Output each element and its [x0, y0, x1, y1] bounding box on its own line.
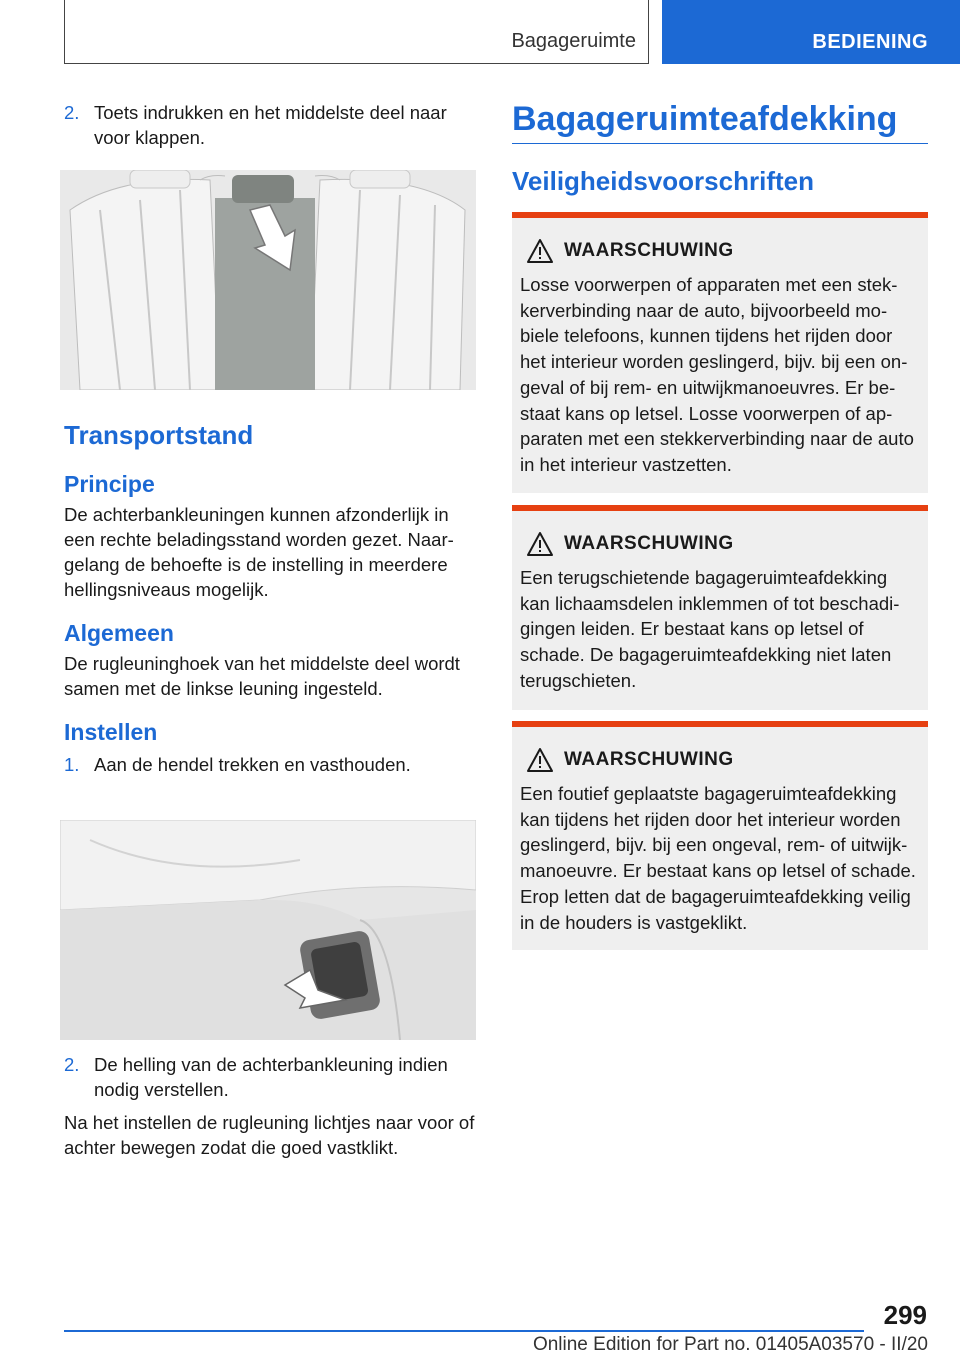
transport-section: [64, 420, 476, 777]
instellen-heading: Instellen: [64, 719, 158, 745]
warning-text: Een terugschietende bagageruimteafdekking kan lichaamsdelen inklemmen of tot beschadigingen leiden. Er bestaat kans op letsel of schade. De bagageruimteafdekking niet laten terugschieten.: [520, 567, 900, 691]
warning-header: [520, 238, 920, 264]
step-number: 2.: [64, 102, 80, 123]
lever-illustration: [60, 820, 476, 1040]
algemeen-text: De rugleuninghoek van het middelste deel wordt samen met de linkse leuning ingesteld.: [64, 653, 460, 699]
step-number: 1.: [64, 754, 80, 775]
footer-divider: [64, 1330, 864, 1332]
header-chapter-box: [662, 0, 960, 64]
instellen-continued: [64, 1052, 476, 1160]
warning-triangle-icon: [526, 531, 554, 557]
step-number: 2.: [64, 1054, 80, 1075]
rear-seat-drawing: [60, 170, 476, 390]
warning-text: Losse voorwerpen of apparaten met een stekkerverbinding naar de auto, bijvoorbeeld mobiele telefoons, kunnen tijdens het rijden door het interieur worden geslingerd, bijv. bij een ongeval of bij rem- en uitwijkmanoeuvres. Er bestaat kans op letsel. Losse voorwerpen of apparaten met een stekkerverbinding naar de auto in het interieur vastzetten.: [520, 274, 914, 475]
section-title: Bagageruimte: [511, 30, 636, 52]
left-column: [64, 100, 476, 150]
step-text: Toets indrukken en het middelste deel naar voor klappen.: [94, 102, 447, 148]
warning-label: WAARSCHUWING: [564, 533, 734, 554]
bagageruimteafdekking-title: Bagageruimteafdekking: [512, 100, 928, 144]
warning-label: WAARSCHUWING: [564, 749, 734, 770]
warning-box-2: [512, 505, 928, 710]
header-section-box: [64, 0, 649, 64]
safety-heading: Veiligheidsvoorschriften: [512, 166, 814, 196]
transport-heading: Transportstand: [64, 420, 254, 450]
step-2-fold: [64, 100, 476, 150]
warning-label: WAARSCHUWING: [564, 240, 734, 261]
closing-text: Na het instellen de rugleuning lichtjes naar voor of achter bewegen zodat die goed vastklikt.: [64, 1112, 475, 1158]
instellen-step-2: [64, 1052, 476, 1102]
warning-triangle-icon: [526, 747, 554, 773]
instellen-step-1: [64, 752, 476, 777]
right-column: [512, 100, 928, 197]
principe-heading: Principe: [64, 471, 155, 497]
rear-seat-illustration: [60, 170, 476, 390]
warning-triangle-icon: [526, 238, 554, 264]
step-text: De helling van de achterbankleuning indien nodig verstellen.: [94, 1054, 448, 1100]
lever-drawing: [60, 820, 476, 1040]
warning-header: [520, 531, 920, 557]
warning-header: [520, 747, 920, 773]
edition-text: Online Edition for Part no. 01405A03570 - II/20: [532, 1334, 928, 1355]
warning-box-3: [512, 721, 928, 950]
page-number: 299: [883, 1300, 927, 1330]
warning-text: Een foutief geplaatste bagageruimteafdekking kan tijdens het rijden door het interieur worden geslingerd, bijv. bij een ongeval, rem- of uitwijkmanoeuvre. Er bestaat kans op letsel of schade. Erop letten dat de bagageruimteafdekking veilig in de houders is vastgeklikt.: [520, 783, 916, 933]
step-text: Aan de hendel trekken en vasthouden.: [94, 754, 411, 775]
warning-box-1: [512, 212, 928, 493]
chapter-title: BEDIENING: [812, 31, 928, 53]
algemeen-heading: Algemeen: [64, 620, 174, 646]
principe-text: De achterbankleuningen kunnen afzonderlijk in een rechte beladingsstand worden gezet. Naargelang de behoefte is de instelling in meerdere hellingsniveaus mogelijk.: [64, 504, 454, 600]
